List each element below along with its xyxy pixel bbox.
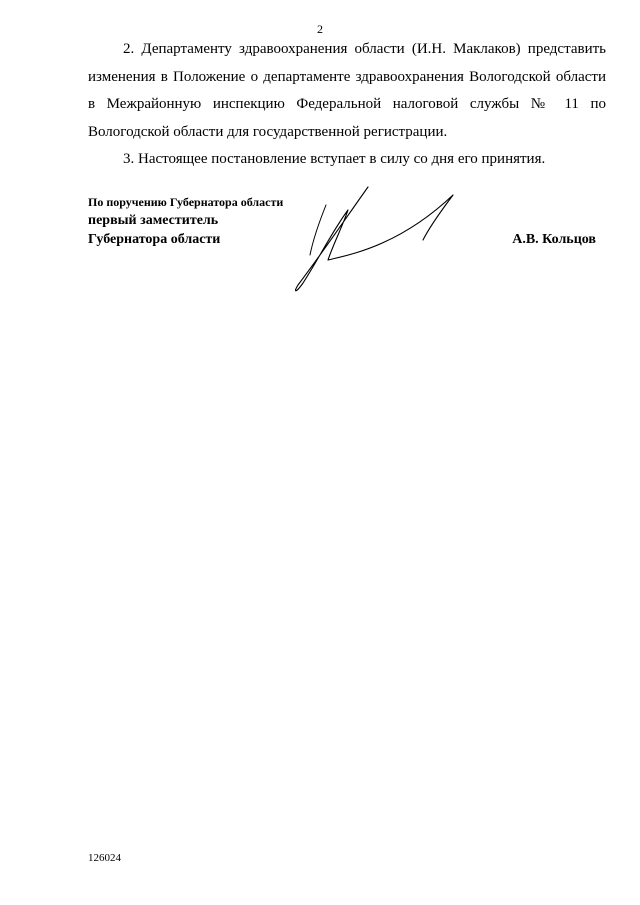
signatory-title-line-2: Губернатора области [88,232,221,247]
paragraph-2: 2. Департаменту здравоохранения области (И.Н. Маклаков) представить изменения в Положение о департаменте здравоохранения Вологодской области в Межрайонную инспекцию Федеральной налоговой службы № 11 по Вологодской области для государственной регистрации. [88,41,606,140]
signatory-title-line-1: первый заместитель [88,213,219,228]
document-body [88,36,606,174]
signature-delegation: По поручению Губернатора области [88,195,284,209]
signature-block [88,195,608,305]
handwritten-signature [288,185,468,295]
page-number: 2 [317,22,323,36]
document-code: 126024 [88,852,121,864]
signatory-name: А.В. Кольцов [512,232,596,247]
paragraph-3: 3. Настоящее постановление вступает в силу со дня его принятия. [123,151,546,167]
